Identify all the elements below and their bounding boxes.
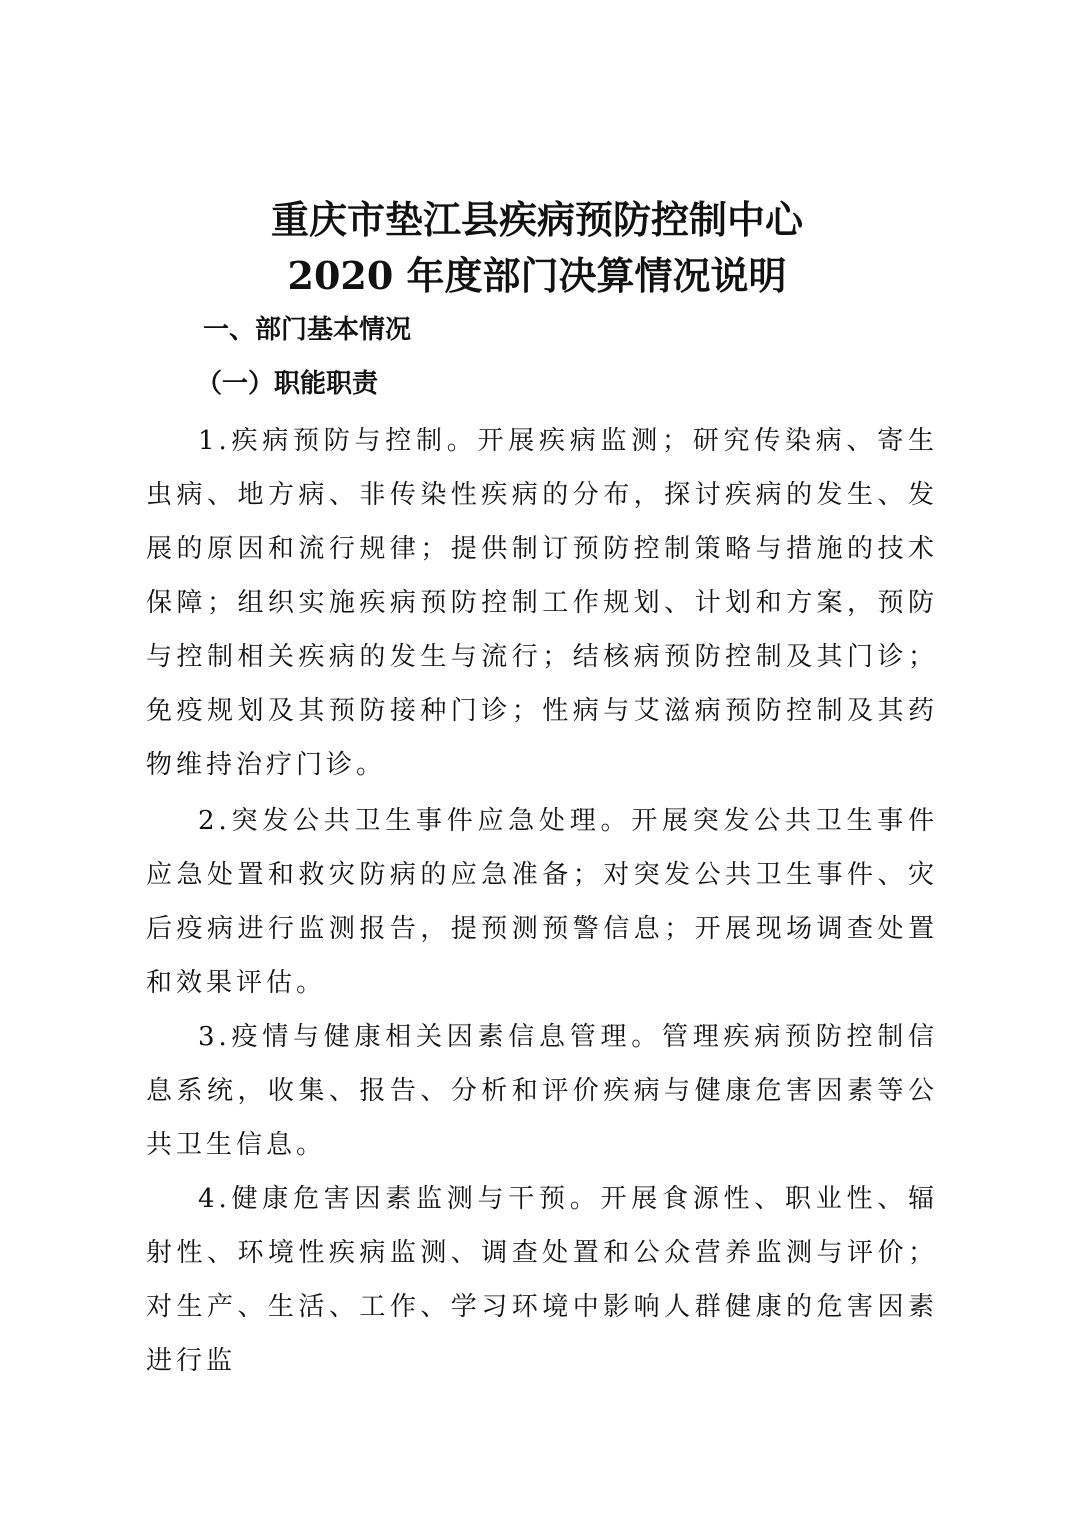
section-heading: 一、部门基本情况 xyxy=(203,315,412,345)
subsection-heading: （一）职能职责 xyxy=(196,369,379,399)
paragraph-3: 3.疫情与健康相关因素信息管理。管理疾病预防控制信息系统，收集、报告、分析和评价疾病与健康危害因素等公共卫生信息。 xyxy=(146,1022,938,1160)
paragraph-1: 1.疾病预防与控制。开展疾病监测；研究传染病、寄生虫病、地方病、非传染性疾病的分布，探讨疾病的发生、发展的原因和流行规律；提供制订预防控制策略与措施的技术保障；组织实施疾病预防控制工作规划、计划和方案，预防与控制相关疾病的发生与流行；结核病预防控制及其门诊；免疫规划及其预防接种门诊；性病与艾滋病预防控制及其药物维持治疗门诊。 xyxy=(146,426,938,780)
document-title-line2: 2020 年度部门决算情况说明 xyxy=(287,253,787,298)
document-title-line1: 重庆市垫江县疾病预防控制中心 xyxy=(270,197,803,242)
paragraph-4: 4.健康危害因素监测与干预。开展食源性、职业性、辐射性、环境性疾病监测、调查处置和公众营养监测与评价；对生产、生活、工作、学习环境中影响人群健康的危害因素进行监 xyxy=(146,1184,938,1376)
paragraph-2: 2.突发公共卫生事件应急处理。开展突发公共卫生事件应急处置和救灾防病的应急准备；对突发公共卫生事件、灾后疫病进行监测报告，提预测预警信息；开展现场调查处置和效果评估。 xyxy=(146,806,938,998)
